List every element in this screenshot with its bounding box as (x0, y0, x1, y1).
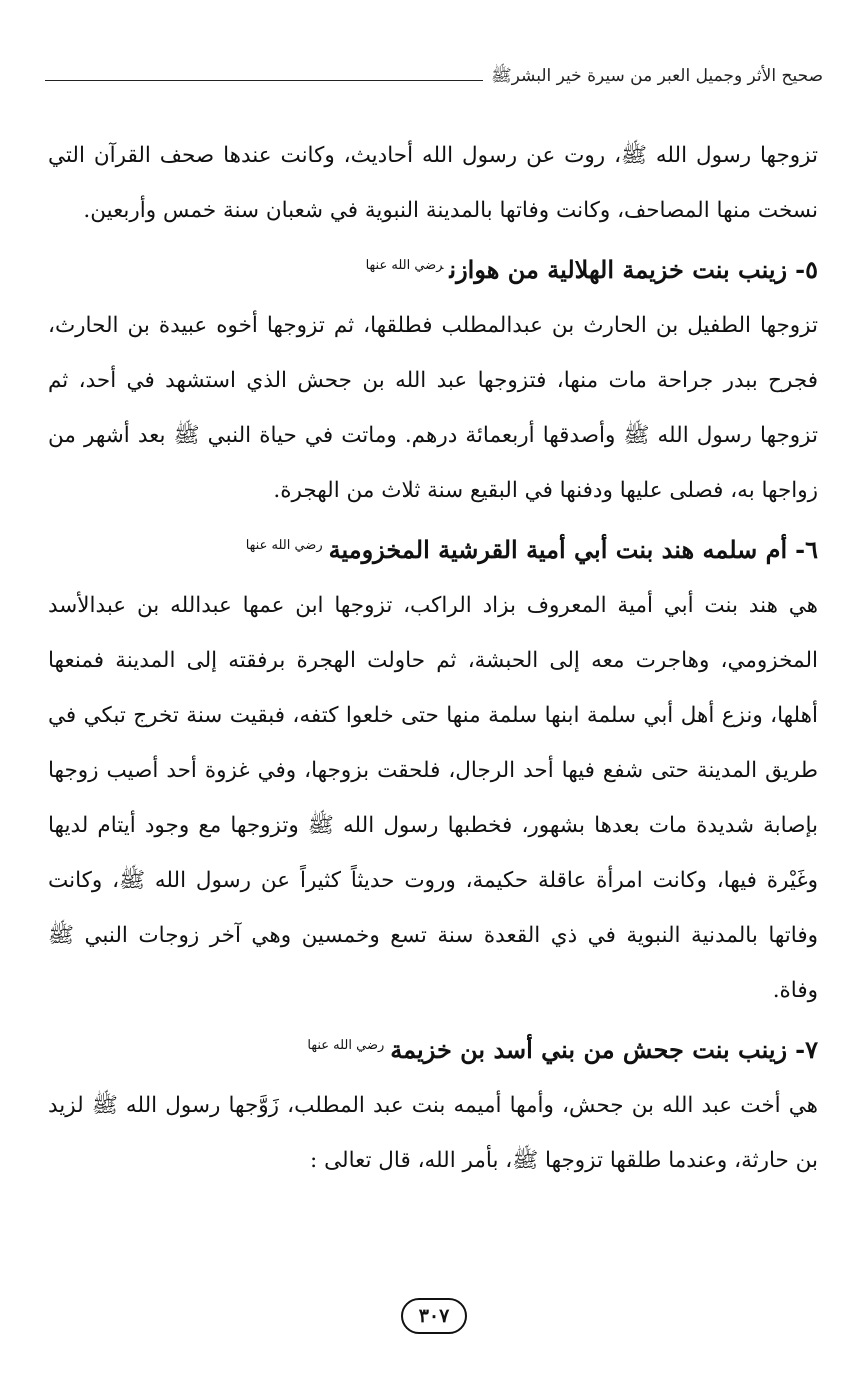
section-title: زينب بنت جحش من بني أسد بن خزيمة (390, 1035, 788, 1064)
paragraph-4: هي أخت عبد الله بن جحش، وأمها أميمه بنت عبد المطلب، زَوَّجها رسول الله ﷺ لزيد بن حارثة، وعندما طلقها تزوجها ﷺ، بأمر الله، قال تعالى : (48, 1093, 818, 1173)
running-header (45, 62, 823, 92)
honorific-glyph: رضي الله عنها (307, 1038, 385, 1053)
paragraph-1: تزوجها رسول الله ﷺ، روت عن رسول الله أحاديث، وكانت عندها صحف القرآن التي نسخت منها المصاحف، وكانت وفاتها بالمدينة النبوية في شعبان سنة خمس وأربعين. (48, 143, 818, 223)
header-rule (45, 80, 483, 81)
page-body (48, 128, 818, 1188)
section-title: أم سلمه هند بنت أبي أمية القرشية المخزومية (328, 535, 788, 564)
section-number: ٧- (795, 1035, 818, 1064)
page-number: ٣٠٧ (401, 1298, 467, 1334)
section-number: ٦- (795, 535, 818, 564)
section-number: ٥- (795, 255, 818, 284)
section-heading-5 (48, 238, 818, 298)
section-title: زينب بنت خزيمة الهلالية من هوازن (449, 255, 788, 284)
honorific-glyph: رضي الله عنها (365, 258, 444, 273)
paragraph-3: هي هند بنت أبي أمية المعروف بزاد الراكب، تزوجها ابن عمها عبدالله بن عبدالأسد المخزومي، وهاجرت معه إلى الحبشة، ثم حاولت الهجرة برفقته إلى المدينة فمنعها أهلها، ونزع أهل أبي سلمة ابنها سلمة منها حتى خلعوا كتفه، فبقيت سنة تخرج تبكي في طريق المدينة حتى شفع فيها أحد الرجال، فلحقت بزوجها، وفي غزوة أحد أصيب زوجها بإصابة شديدة مات بعدها بشهور، فخطبها رسول الله ﷺ وتزوجها مع وجود أيتام لديها وغَيْرة فيها، وكانت امرأة عاقلة حكيمة، وروت حديثاً كثيراً عن رسول الله ﷺ، وكانت وفاتها بالمدنية النبوية في ذي القعدة سنة تسع وخمسين وهي آخر زوجات النبي ﷺ وفاة. (48, 593, 818, 1003)
paragraph-2: تزوجها الطفيل بن الحارث بن عبدالمطلب فطلقها، ثم تزوجها أخوه عبيدة بن الحارث، فجرح ببدر جراحة مات منها، فتزوجها عبد الله بن جحش الذي استشهد في أحد، ثم تزوجها رسول الله ﷺ وأصدقها أربعمائة درهم. وماتت في حياة النبي ﷺ بعد أشهر من زواجها به، فصلى عليها ودفنها في البقيع سنة ثلاث من الهجرة. (48, 313, 818, 503)
section-heading-7 (48, 1018, 818, 1078)
section-heading-6 (48, 518, 818, 578)
honorific-glyph: رضي الله عنها (245, 538, 323, 553)
book-title: صحيح الأثر وجميل العبر من سيرة خير البشرﷺ (491, 65, 823, 86)
